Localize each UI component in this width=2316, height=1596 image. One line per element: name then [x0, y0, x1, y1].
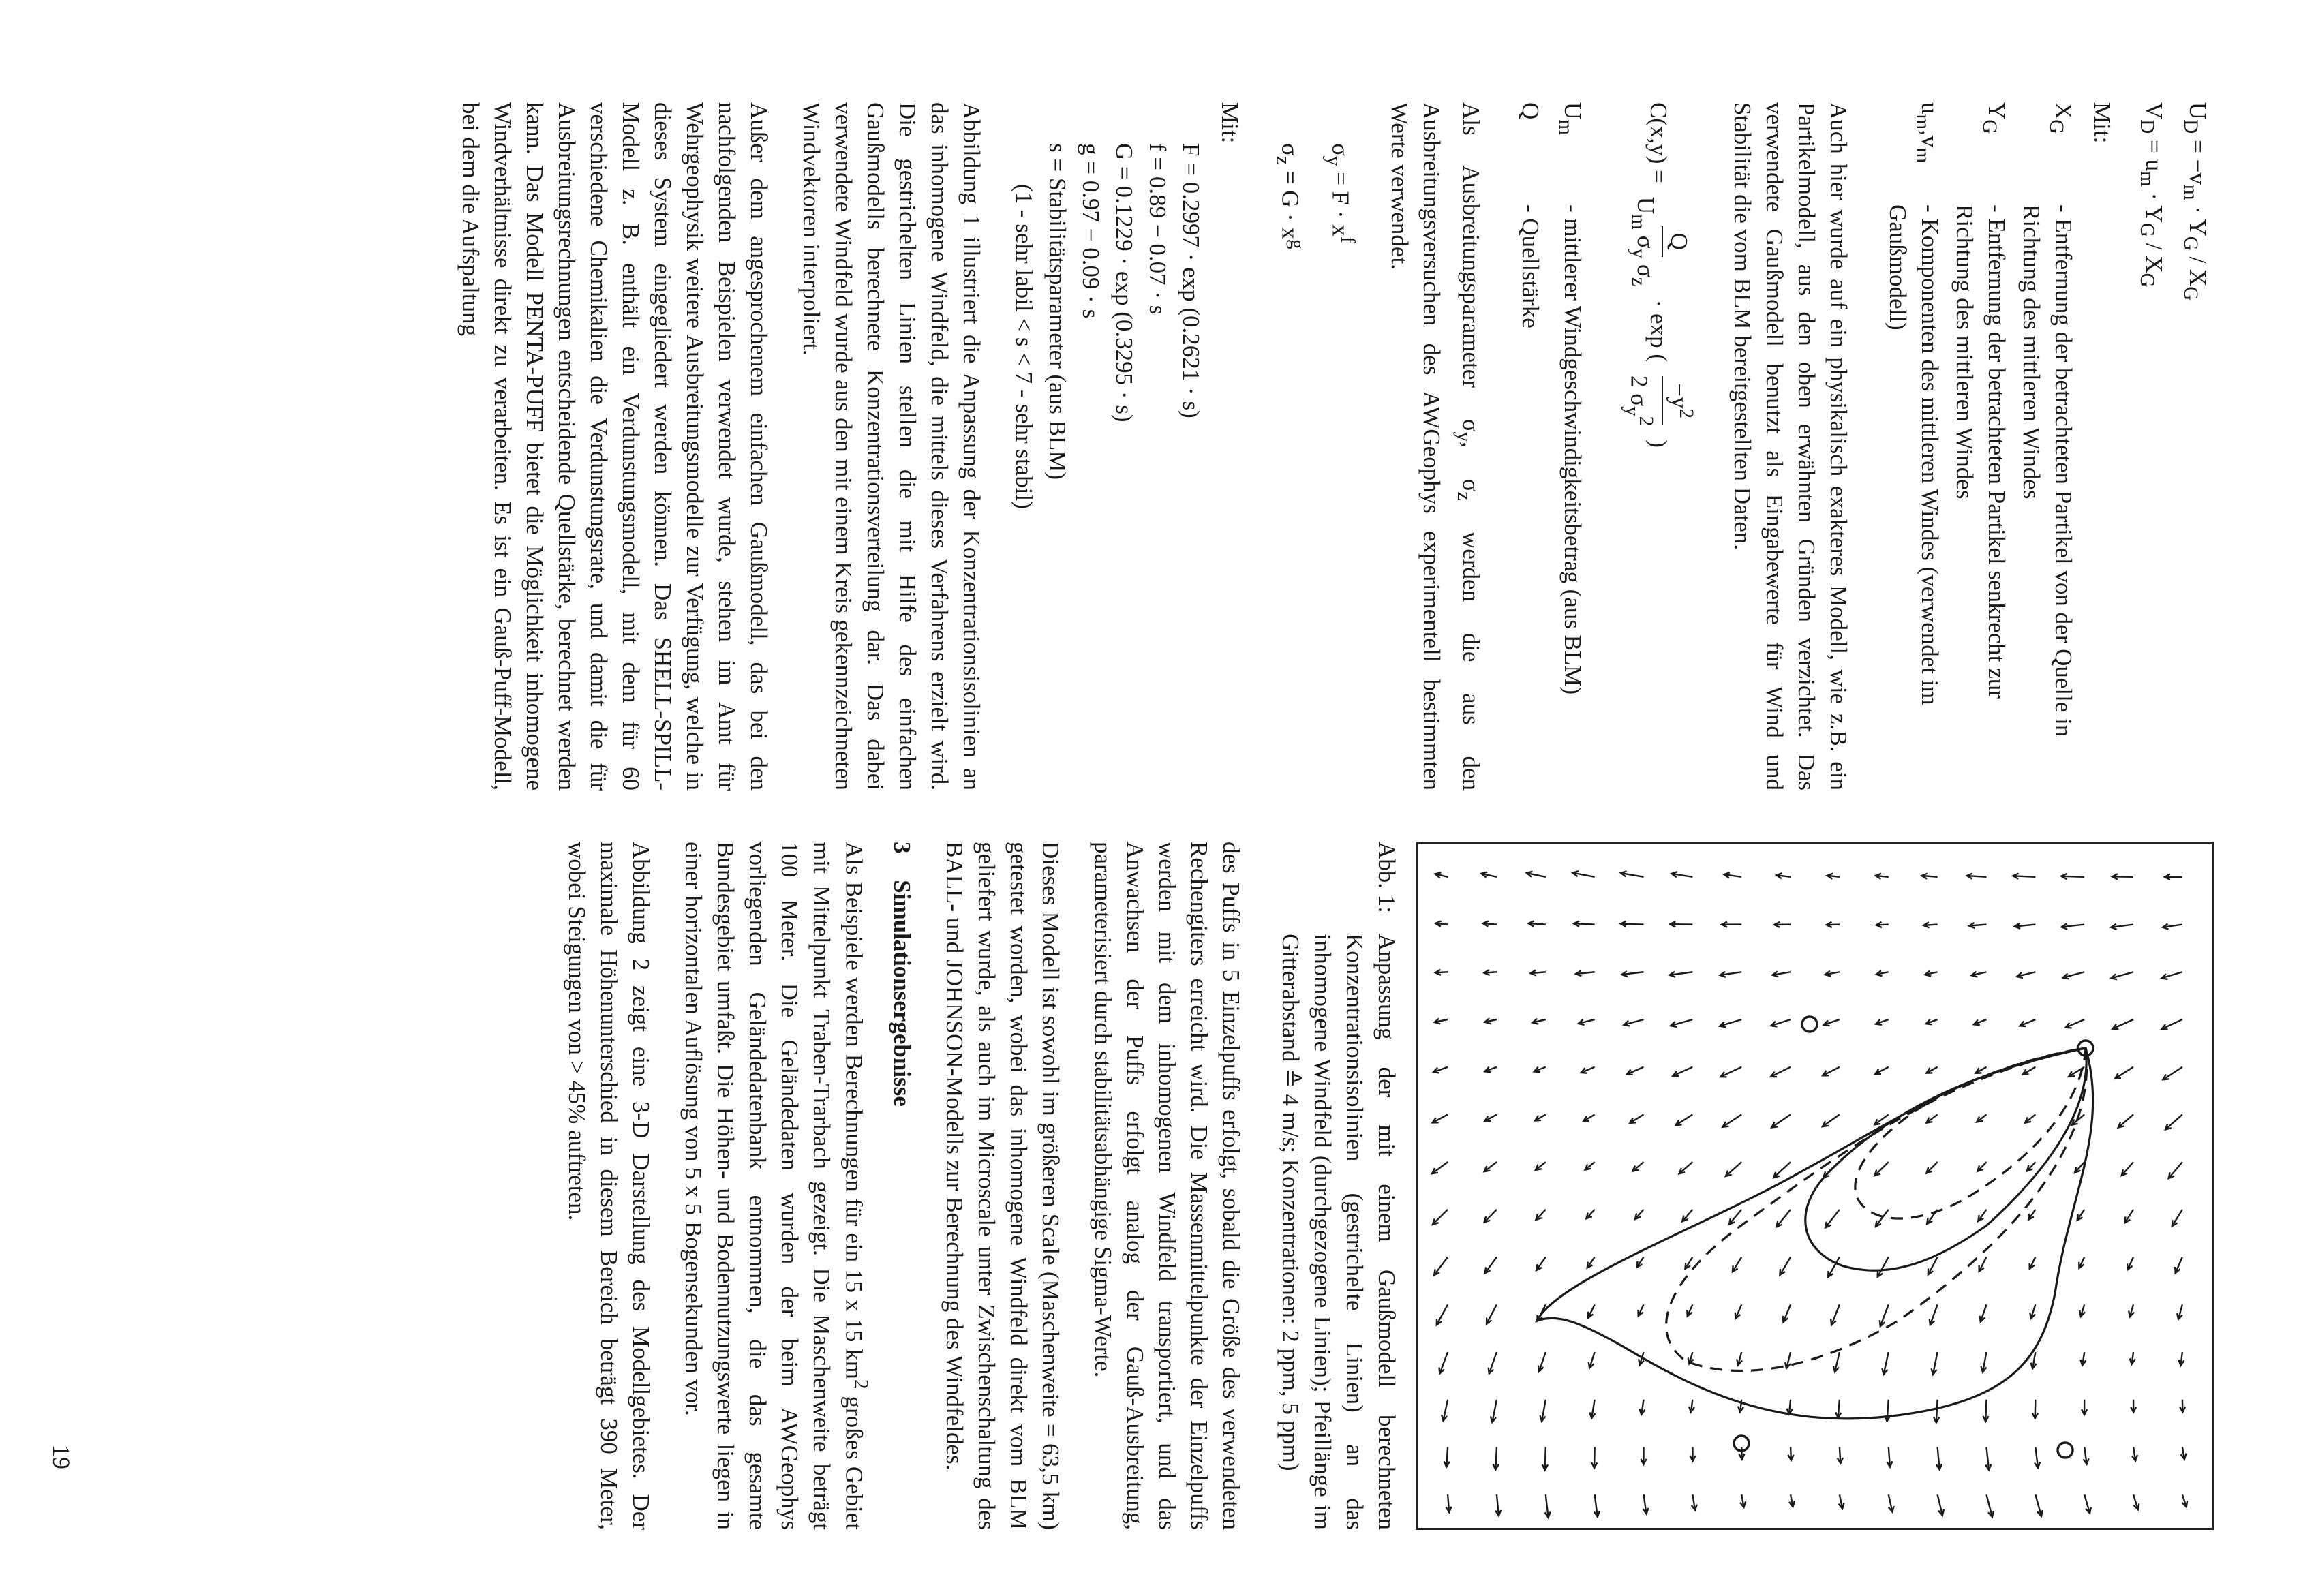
- wind-arrow: [1878, 1257, 1889, 1277]
- paragraph-dispersion-params: Als Ausbreitungsparameter $\sigma_y$, $\sigma_z$ werden die aus den Ausbreitungsversuchen des AWGeophys experimentell bestimmten Werte verwendet.: [1386, 102, 1484, 791]
- wind-arrow: [1579, 1019, 1595, 1025]
- wind-arrow: [1485, 1067, 1497, 1073]
- wind-arrow: [1932, 1352, 1938, 1375]
- wind-arrow: [1780, 1257, 1791, 1275]
- wind-arrow: [1831, 1304, 1840, 1325]
- wind-arrow: [2129, 1304, 2134, 1317]
- wind-arrow: [1536, 1257, 1546, 1271]
- wind-arrow: [2122, 1162, 2133, 1176]
- equation-vd: $V_D = u_m \cdot Y_G / X_G$: [2136, 102, 2167, 288]
- wind-arrow: [1724, 872, 1741, 878]
- sigma-y: $\sigma_y = F \cdot x^f$: [1322, 143, 1358, 243]
- wind-arrow: [1972, 972, 1987, 977]
- wind-arrow: [1685, 1257, 1692, 1269]
- wind-arrow: [1787, 1400, 1793, 1415]
- wind-arrow: [2163, 1067, 2182, 1080]
- wind-arrow: [1531, 970, 1546, 975]
- left-column: [434, 102, 2214, 791]
- wind-arrow: [2181, 1447, 2187, 1459]
- formula-exp-denominator: 2 $\sigma_y^2$: [1621, 375, 1658, 427]
- wind-arrow: [1435, 970, 1448, 975]
- wind-arrow: [1527, 872, 1546, 877]
- right-column: [540, 842, 2214, 1530]
- wind-arrow: [1687, 1304, 1692, 1316]
- wind-arrow: [1487, 1304, 1497, 1323]
- wind-arrow: [1729, 1210, 1741, 1225]
- wind-arrow: [1827, 922, 1840, 927]
- definition-text: - Entfernung der betrachteten Partikel senkrecht zur Richtung des mittleren Windes: [1951, 204, 2010, 699]
- wind-arrow: [1923, 922, 1937, 927]
- wind-arrow: [1484, 1162, 1497, 1171]
- wind-arrow: [1587, 1257, 1595, 1268]
- wind-arrow: [1720, 972, 1741, 977]
- wind-arrow: [2132, 1447, 2137, 1460]
- wind-arrow: [1483, 921, 1497, 927]
- wind-arrow: [1773, 1162, 1791, 1178]
- wind-arrow: [1823, 1114, 1840, 1126]
- wind-arrow: [2178, 1352, 2184, 1366]
- wind-arrow: [1679, 1162, 1693, 1173]
- wind-arrow: [2030, 1304, 2035, 1319]
- section-number: 3: [889, 842, 915, 854]
- wind-arrow: [1528, 921, 1545, 926]
- wind-arrow: [1439, 1352, 1448, 1373]
- wind-arrow: [1624, 1019, 1644, 1026]
- wind-arrow: [2182, 1494, 2187, 1507]
- wind-arrow: [1586, 1210, 1594, 1218]
- wind-arrow: [1925, 970, 1937, 976]
- definition-symbol: Q: [1517, 102, 1544, 120]
- wind-arrow: [2111, 972, 2133, 979]
- wind-arrow: [1838, 1447, 1843, 1463]
- definition-list-1: [1882, 102, 2079, 791]
- wind-arrow: [2082, 1400, 2087, 1415]
- formula-exp: · exp (: [1645, 299, 1673, 363]
- wind-arrow: [1979, 1257, 1987, 1272]
- wind-arrow: [1880, 1304, 1889, 1326]
- wind-arrow: [1875, 1067, 1889, 1074]
- wind-arrow: [1885, 1400, 1890, 1422]
- wind-arrow: [2165, 874, 2182, 880]
- wind-arrow: [1540, 1400, 1545, 1422]
- wind-arrow: [1986, 1494, 1993, 1517]
- wind-arrow: [1621, 921, 1644, 927]
- wind-arrow: [1934, 1400, 1939, 1423]
- wind-arrow: [1534, 1067, 1546, 1073]
- wind-field-plot: [1418, 844, 2212, 1528]
- wind-arrow: [1720, 1019, 1741, 1027]
- wind-arrow: [1433, 1114, 1448, 1122]
- wind-arrow: [1484, 970, 1497, 975]
- solid-isoline-outer: [1537, 1048, 2093, 1419]
- wind-arrow: [2032, 1400, 2038, 1419]
- wind-arrow: [1621, 971, 1643, 977]
- wind-arrow: [1641, 1447, 1646, 1464]
- parameter-row: F = 0.2997 · exp (0.2621 · s): [1178, 143, 1205, 418]
- wind-arrow: [1591, 1447, 1597, 1468]
- caption-text: Anpassung der mit einem Gaußmodell berechneten Konzentrationsisolinien (gestrichelte Linien) an das inhomogene Windfeld (durchgezogene Linien); Pfeillänge im Gitterabstand ≙ 4 m/s; Konzentrationen: 2 ppm, 5 ppm): [1277, 934, 1400, 1530]
- sigma-z: $\sigma_z = G \cdot x^g$: [1272, 143, 1309, 249]
- wind-arrow: [2013, 874, 2035, 879]
- wind-arrow: [1574, 921, 1595, 926]
- wind-arrow: [1789, 1494, 1795, 1507]
- source-wind-circle: [2058, 1443, 2073, 1458]
- wind-arrow: [1771, 1019, 1791, 1027]
- wind-arrow: [1589, 1352, 1595, 1368]
- wind-arrow: [2017, 972, 2035, 978]
- gauss-formula: [1616, 102, 1702, 791]
- definition-um-vm: [1882, 102, 1946, 791]
- wind-arrow: [1926, 1019, 1938, 1025]
- wind-arrow: [1535, 1114, 1546, 1120]
- wind-arrow: [1627, 1067, 1644, 1075]
- formula-exp-fraction: [1616, 369, 1702, 433]
- wind-arrow: [1481, 872, 1497, 878]
- wind-arrow: [1825, 1210, 1840, 1228]
- wind-arrow: [1588, 1304, 1595, 1318]
- formula-denominator: $U_m$ $\sigma_y$ $\sigma_z$: [1628, 196, 1660, 286]
- wind-arrow: [1882, 1352, 1888, 1375]
- definition-text: - Entfernung der betrachteten Partikel von der Quelle in Richtung des mittleren Windes: [2018, 204, 2077, 737]
- wind-arrow: [2169, 1162, 2182, 1178]
- wind-arrow: [1983, 1400, 1988, 1422]
- formula-fraction: [1622, 190, 1695, 293]
- wind-arrow: [2161, 972, 2182, 979]
- wind-arrow: [1876, 1210, 1889, 1227]
- wind-arrow: [1444, 1447, 1450, 1467]
- definition-yg: [1949, 102, 2013, 791]
- wind-arrow: [1581, 1067, 1595, 1073]
- wind-arrow: [1776, 1210, 1791, 1227]
- wind-arrow: [1981, 1352, 1986, 1372]
- formula-lhs: C(x,y) =: [1645, 102, 1673, 183]
- formula-close: ): [1645, 440, 1673, 448]
- wind-arrow: [2030, 1257, 2036, 1269]
- wind-arrow: [2118, 1114, 2133, 1127]
- wind-arrow: [2035, 1494, 2042, 1516]
- wind-arrow: [1825, 971, 1840, 977]
- wind-arrow: [1630, 1114, 1643, 1123]
- wind-arrow: [1583, 1114, 1595, 1121]
- wind-arrow: [1637, 1257, 1644, 1268]
- sigma-definitions: [1266, 102, 1362, 791]
- wind-arrow: [1740, 1494, 1746, 1507]
- definition-q: [1514, 102, 1546, 791]
- wind-arrow: [1876, 970, 1889, 976]
- wind-arrow: [1643, 1494, 1648, 1514]
- wind-arrow: [2084, 1447, 2089, 1464]
- wind-arrow: [1484, 1114, 1497, 1121]
- wind-arrow: [2165, 1114, 2182, 1129]
- wind-arrow: [2084, 1494, 2091, 1513]
- equation-ud: $U_D = -v_m \cdot Y_G / X_G$: [2180, 102, 2211, 301]
- paragraph-3d-view: Abbildung 2 zeigt eine 3-D Darstellung des Modellgebietes. Der maximale Höhenunterschied in diesem Bereich beträgt 390 Meter, wobei Steigungen von > 45% auftreten.: [564, 842, 655, 1530]
- wind-arrow: [1682, 1210, 1692, 1221]
- wind-arrow: [1827, 874, 1840, 879]
- wind-arrow: [1839, 1494, 1844, 1509]
- definition-symbol: $u_m,v_m$: [1912, 102, 1943, 164]
- wind-arrow: [1572, 871, 1594, 877]
- wind-arrow: [1671, 1019, 1692, 1027]
- wind-arrow: [1936, 1447, 1942, 1469]
- wind-arrow: [1922, 874, 1938, 879]
- wind-arrow: [2124, 1210, 2133, 1223]
- wind-arrow: [1824, 1019, 1840, 1026]
- wind-arrow: [1673, 1067, 1692, 1077]
- wind-arrow: [2079, 1257, 2084, 1268]
- definition-symbol: $X_G$: [2045, 102, 2077, 134]
- wind-arrow: [2112, 874, 2133, 879]
- wind-arrow: [2115, 1067, 2133, 1079]
- wind-arrow: [1926, 1162, 1937, 1173]
- caption-label: Abb. 1:: [1373, 842, 1400, 913]
- wind-arrow: [2061, 874, 2084, 879]
- paragraph-puff-split: des Puffs in 5 Einzelpuffs erfolgt, sobald die Größe des verwendeten Rechengiters erreicht wird. Die Massenmittelpunkte der Einzelpuffs werden mit dem inhomogenen Windfeld transportiert, und das Anwachsen der Puffs erfolgt analog der Gauß-Ausbreitung, parameterisiert durch stabilitätsabhängige Sigma-Werte.: [1090, 842, 1245, 1530]
- wind-arrow: [1928, 1257, 1938, 1275]
- wind-arrow: [1876, 874, 1889, 879]
- wind-arrow: [2027, 1162, 2035, 1171]
- wind-arrow: [1446, 1494, 1451, 1512]
- wind-arrow: [1785, 1352, 1791, 1368]
- wind-arrow: [1692, 1494, 1697, 1510]
- paragraph-model-testing: Dieses Modell ist sowohl im größeren Scale (Maschenweite = 63,5 km) getestet worden, wobei das inhomogene Windfeld direkt vom BLM geliefert wurde, als auch im Microscale unter Zwischenschaltung des BALL- und JOHNSON-Modells zur Berechnung des Windfeldes.: [941, 842, 1064, 1530]
- wind-arrow: [1833, 1352, 1840, 1372]
- paragraph-other-models: Außer dem angesprochenem einfachen Gaußmodell, das bei den nachfolgenden Beispielen verwendet wurde, stehen im Amt für Wehrgeophysik weitere Ausbreitungsmodelle zur Verfügung, welche in dieses System eingegliedert werden können. Das SHELL-SPILL-Modell z. B. enthält ein Verdunstungsmodell, mit dem für 60 verschiedene Chemikalien die Verdunstungsrate, und damit die für Ausbreitungsrechnungen entscheidende Quellstärke, berechnet werden kann. Das Modell PENTA-PUFF bietet die Möglichkeit inhomogene Windverhältnisse direkt zu verarbeiten. Es ist ein Gauß-Puff-Modell, bei dem die Aufspaltung: [457, 102, 773, 791]
- wind-arrow: [1433, 1210, 1448, 1225]
- section-heading: [886, 842, 918, 1530]
- wind-arrow: [1432, 1162, 1448, 1173]
- wind-arrow: [2063, 972, 2084, 979]
- wind-arrow: [1536, 1162, 1546, 1170]
- wind-arrow: [2015, 923, 2036, 929]
- paragraph-simulation-area: Als Beispiele werden Berechnungen für ein 15 x 15 $km^2$ großes Gebiet mit Mittelpunkt Traben-Trarbach gezeigt. Die Maschenweite beträgt 100 Meter. Die Geländedaten wurden der beim AWGeophys vorliegenden Geländedatenbank entnommen, die das gesamte Bundesgebiet umfaßt. Die Höhen- und Bodennutzungswerte liegen in einer horizontalen Auflösung von 5 x 5 Bogensekunden vor.: [680, 842, 872, 1531]
- definition-symbol: $U_m$: [1554, 102, 1586, 135]
- wind-arrow: [2130, 1352, 2135, 1364]
- parameter-row: s = Stabilitätsparameter (aus BLM): [1044, 143, 1071, 480]
- formula-exp-numerator: $-y^2$: [1662, 376, 1702, 425]
- wind-arrow: [2079, 1304, 2085, 1317]
- wind-arrow: [1771, 1114, 1791, 1127]
- wind-arrow: [1726, 1162, 1741, 1176]
- wind-arrow: [1442, 1400, 1448, 1421]
- mit-label-2: Mit:: [1217, 102, 1244, 144]
- definition-symbol: $Y_G$: [1979, 102, 2010, 134]
- parameter-note: (1 - sehr labil < s < 7 - sehr stabil): [1011, 184, 1038, 509]
- wind-arrow: [1585, 1162, 1595, 1169]
- wind-arrow: [1969, 923, 1986, 928]
- wind-arrow: [1977, 1162, 1986, 1171]
- wind-arrow: [1437, 1304, 1448, 1325]
- wind-arrow: [1978, 1210, 1986, 1221]
- definition-text: - Komponenten des mittleren Windes (verwendet im Gaußmodell): [1885, 204, 1943, 705]
- wind-arrow: [1493, 1447, 1499, 1469]
- parameter-list: [1008, 102, 1207, 791]
- wind-arrow: [2175, 1257, 2182, 1273]
- wind-arrow: [1689, 1400, 1694, 1412]
- wind-arrow: [1638, 1304, 1643, 1316]
- wind-arrow: [1823, 1067, 1840, 1076]
- wind-arrow: [1720, 1067, 1741, 1077]
- wind-arrow: [2035, 1447, 2040, 1467]
- wind-arrow: [1435, 1018, 1448, 1024]
- wind-arrow: [1835, 1400, 1841, 1418]
- wind-arrow: [1576, 970, 1595, 976]
- wind-arrow: [1484, 1018, 1497, 1024]
- wind-arrow: [1690, 1447, 1695, 1460]
- wind-arrow: [1489, 1352, 1497, 1374]
- wind-arrow: [1788, 1447, 1793, 1460]
- wind-arrow: [1639, 1400, 1645, 1415]
- mit-label-1: Mit:: [2089, 102, 2116, 144]
- wind-arrow: [2065, 1019, 2084, 1028]
- wind-arrow: [1632, 1162, 1643, 1171]
- dashed-isoline-inner: [1855, 1048, 2086, 1218]
- wind-arrow: [1434, 1257, 1448, 1276]
- wind-arrow: [1621, 871, 1643, 876]
- page-number: 19: [48, 1445, 75, 1469]
- definition-um: [1549, 102, 1589, 791]
- wind-arrow: [1938, 1494, 1944, 1515]
- wind-arrow: [1484, 1210, 1497, 1223]
- wind-arrow: [1926, 1114, 1937, 1122]
- wind-arrow: [1532, 1019, 1545, 1024]
- wind-arrow: [1735, 1304, 1741, 1319]
- wind-arrow: [1737, 1352, 1742, 1365]
- wind-arrow: [2112, 1019, 2133, 1029]
- wind-arrow: [1930, 1304, 1938, 1325]
- source-wind-circle: [1802, 1017, 1817, 1032]
- wind-arrow: [2127, 1257, 2133, 1270]
- wind-arrow: [2111, 924, 2133, 930]
- wind-arrow: [1594, 1494, 1600, 1517]
- wind-arrow: [2177, 1304, 2182, 1319]
- wind-arrow: [1723, 1114, 1742, 1126]
- formula-numerator: Q: [1662, 226, 1695, 257]
- wind-arrow: [1887, 1447, 1892, 1467]
- wind-arrow: [1976, 1067, 1987, 1073]
- wind-arrow: [1967, 873, 1987, 878]
- wind-arrow: [2163, 924, 2182, 930]
- solid-isoline-inner: [1805, 1048, 2086, 1270]
- wind-arrow: [1776, 873, 1791, 878]
- wind-arrow: [1722, 922, 1741, 927]
- wind-arrow: [1542, 1447, 1548, 1470]
- definition-text: - Quellstärke: [1517, 204, 1544, 328]
- wind-arrow: [1783, 1304, 1791, 1322]
- wind-arrow: [1974, 1019, 1987, 1025]
- paragraph-figure-explanation: Abbildung 1 illustriert die Anpassung der Konzentrationsisolinien an das inhomogene Windfeld, die mittels dieses Verfahrens erzielt wird. Die gestrichelten Linien stellen die mit Hilfe des einfachen Gaußmodells berechnete Konzentrationsverteilung dar. Das dabei verwendete Windfeld wurde aus den mit einem Kreis gekennzeichneten Windvektoren interpoliert.: [798, 102, 986, 791]
- wind-arrow: [1676, 1114, 1693, 1125]
- parameter-row: g = 0.97 − 0.09 · s: [1078, 143, 1105, 319]
- wind-arrow: [1485, 1257, 1497, 1274]
- wind-arrow: [1435, 921, 1448, 927]
- definition-list-2: [1514, 102, 1589, 791]
- wind-arrow: [1876, 922, 1889, 927]
- wind-arrow: [2077, 1210, 2085, 1221]
- wind-arrow: [2025, 1114, 2035, 1122]
- wind-arrow: [1670, 972, 1693, 977]
- wind-arrow: [1874, 1162, 1888, 1176]
- wind-arrow: [1495, 1494, 1501, 1516]
- wind-arrow: [1926, 1067, 1937, 1073]
- wind-arrow: [1977, 1114, 1986, 1122]
- definition-xg: [2015, 102, 2079, 791]
- wind-arrow: [1771, 1067, 1791, 1077]
- wind-arrow: [2180, 1400, 2185, 1412]
- wind-arrow: [1773, 971, 1791, 977]
- wind-arrow: [1538, 1352, 1546, 1372]
- wind-arrow: [2131, 1400, 2136, 1413]
- wind-arrow: [2020, 1019, 2035, 1026]
- wind-arrow: [1985, 1447, 1991, 1470]
- wind-arrow: [1435, 872, 1448, 878]
- wind-arrow: [1739, 1447, 1744, 1459]
- wind-arrow: [1774, 922, 1791, 927]
- wind-arrow: [1536, 1210, 1545, 1220]
- wind-arrow: [1876, 1019, 1889, 1025]
- wind-arrow: [1433, 1067, 1448, 1073]
- wind-arrow: [2028, 1210, 2035, 1220]
- definition-text: - mittlerer Windgeschwindigkeitsbetrag (aus BLM): [1559, 204, 1586, 695]
- wind-arrow: [2023, 1067, 2036, 1075]
- figure-caption: [1275, 842, 1403, 1530]
- wind-arrow: [1980, 1304, 1987, 1321]
- parameter-row: G = 0.1229 · exp (0.3295 · s): [1111, 143, 1138, 423]
- wind-arrow: [2172, 1210, 2182, 1226]
- wind-arrow: [1671, 872, 1692, 877]
- wind-arrow: [2062, 923, 2085, 929]
- wind-arrow: [1889, 1494, 1894, 1512]
- section-title: Simulationsergebnisse: [889, 880, 915, 1107]
- wind-arrow: [1733, 1257, 1741, 1272]
- wind-arrow: [1491, 1400, 1497, 1422]
- wind-arrow: [1635, 1210, 1644, 1219]
- wind-arrow: [2133, 1494, 2139, 1509]
- figure-wind-field: [1416, 842, 2214, 1530]
- wind-arrow: [2162, 1019, 2182, 1029]
- wind-arrow: [1589, 1400, 1595, 1418]
- wind-arrow: [2080, 1352, 2086, 1366]
- paragraph-model-choice: Auch hier wurde auf ein physikalisch exakteres Modell, wie z.B. ein Partikelmodell, aus den oben erwähnten Gründen verzichtet. Das verwendete Gaußmodell benutzt als Eingabewerte für Wind und Stabilität die vom BLM bereitgestellten Daten.: [1729, 102, 1852, 791]
- parameter-row: f = 0.89 − 0.07 · s: [1144, 143, 1172, 315]
- wind-arrow: [1545, 1494, 1551, 1518]
- wind-arrow: [1670, 921, 1692, 927]
